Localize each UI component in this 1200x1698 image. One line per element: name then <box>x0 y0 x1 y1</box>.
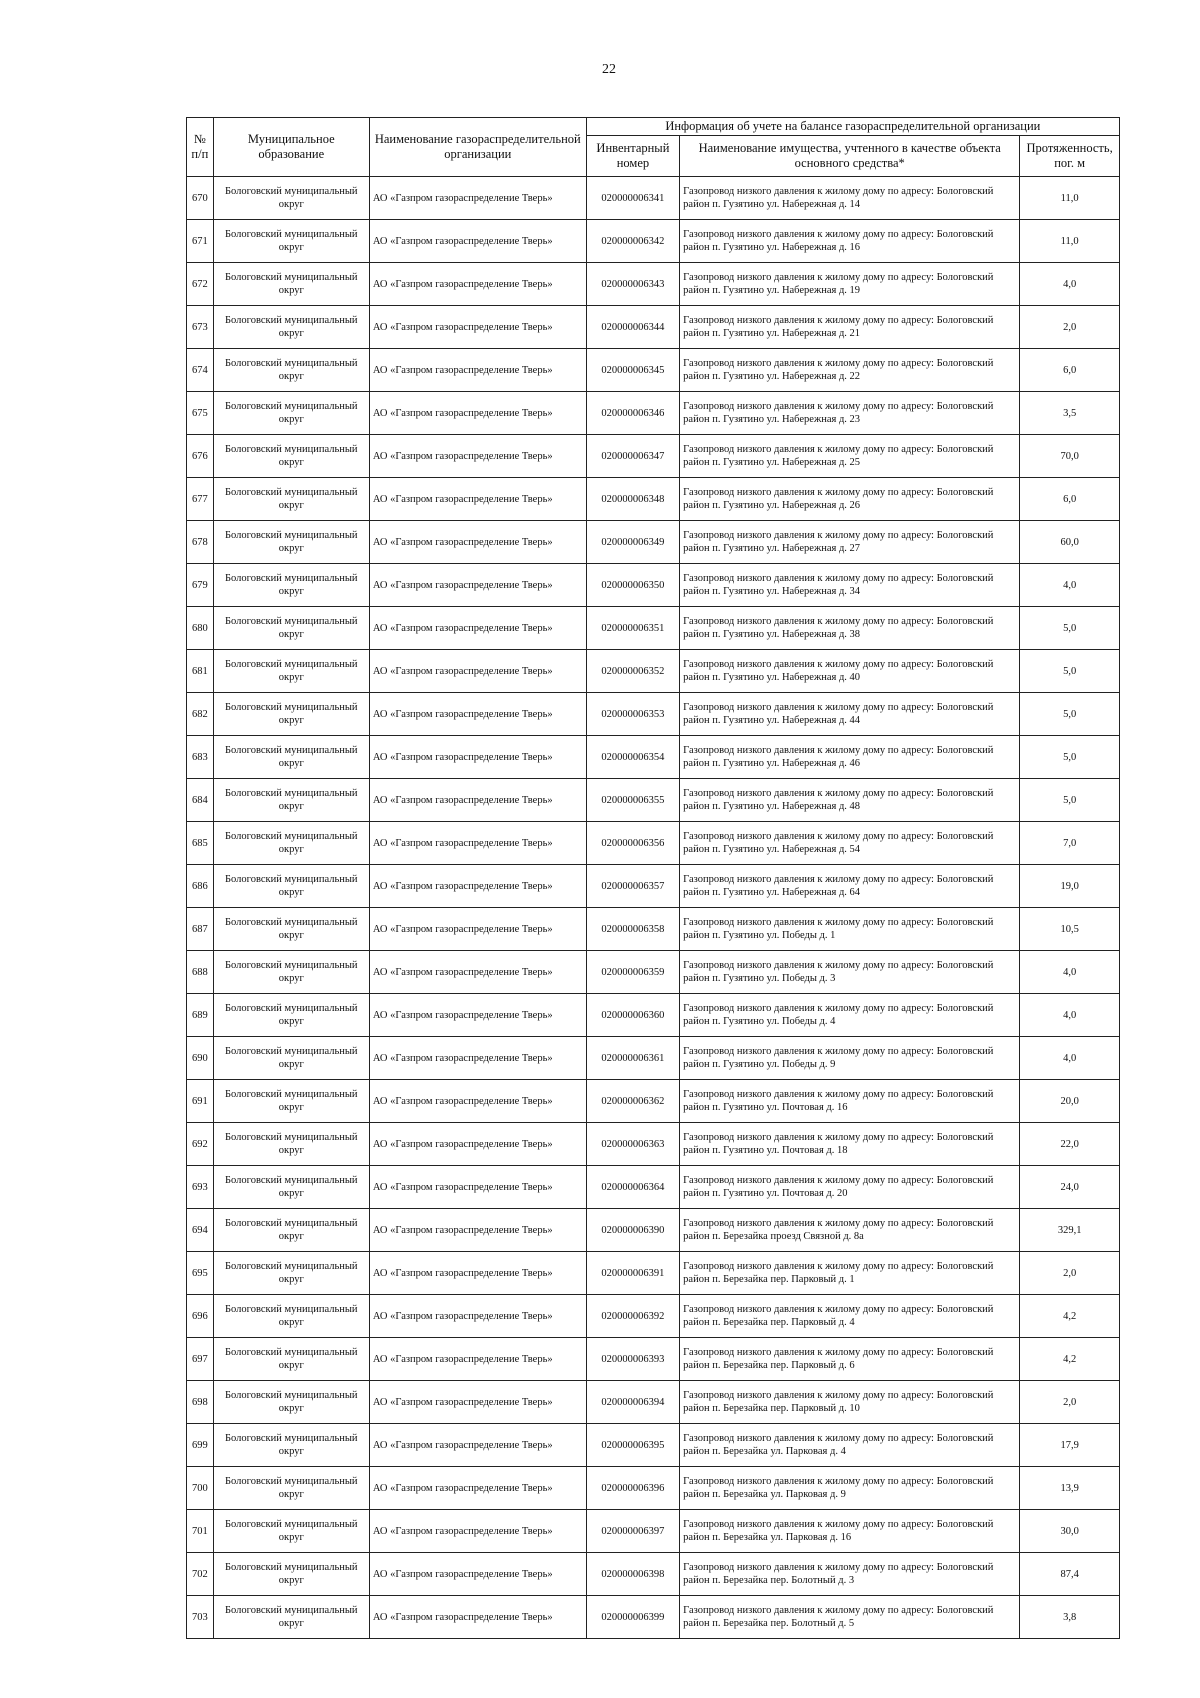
property-name-cell: Газопровод низкого давления к жилому дому по адресу: Бологовский район п. Гузятино ул. Набережная д. 26 <box>680 478 1020 521</box>
row-number: 683 <box>187 736 214 779</box>
row-number: 671 <box>187 220 214 263</box>
header-balance-info: Информация об учете на балансе газораспределительной организации <box>586 118 1119 136</box>
table-row <box>187 736 1120 779</box>
inventory-number-cell: 020000006399 <box>586 1596 680 1639</box>
property-name-cell: Газопровод низкого давления к жилому дому по адресу: Бологовский район п. Гузятино ул. Набережная д. 38 <box>680 607 1020 650</box>
inventory-number-cell: 020000006349 <box>586 521 680 564</box>
inventory-number-cell: 020000006355 <box>586 779 680 822</box>
table-row <box>187 1295 1120 1338</box>
inventory-number-cell: 020000006391 <box>586 1252 680 1295</box>
municipality-cell: Бологовский муниципальный округ <box>213 736 369 779</box>
municipality-cell: Бологовский муниципальный округ <box>213 994 369 1037</box>
inventory-number-cell: 020000006342 <box>586 220 680 263</box>
length-cell: 11,0 <box>1020 177 1120 220</box>
length-cell: 4,0 <box>1020 1037 1120 1080</box>
table-row <box>187 349 1120 392</box>
municipality-cell: Бологовский муниципальный округ <box>213 1252 369 1295</box>
table-row <box>187 994 1120 1037</box>
table-row <box>187 220 1120 263</box>
municipality-cell: Бологовский муниципальный округ <box>213 177 369 220</box>
organization-cell: АО «Газпром газораспределение Тверь» <box>369 650 586 693</box>
inventory-number-cell: 020000006352 <box>586 650 680 693</box>
inventory-number-cell: 020000006350 <box>586 564 680 607</box>
inventory-number-cell: 020000006354 <box>586 736 680 779</box>
row-number: 674 <box>187 349 214 392</box>
property-name-cell: Газопровод низкого давления к жилому дому по адресу: Бологовский район п. Гузятино ул. Набережная д. 46 <box>680 736 1020 779</box>
property-name-cell: Газопровод низкого давления к жилому дому по адресу: Бологовский район п. Гузятино ул. Победы д. 9 <box>680 1037 1020 1080</box>
property-name-cell: Газопровод низкого давления к жилому дому по адресу: Бологовский район п. Гузятино ул. Набережная д. 19 <box>680 263 1020 306</box>
municipality-cell: Бологовский муниципальный округ <box>213 1295 369 1338</box>
organization-cell: АО «Газпром газораспределение Тверь» <box>369 1510 586 1553</box>
length-cell: 13,9 <box>1020 1467 1120 1510</box>
table-row <box>187 478 1120 521</box>
organization-cell: АО «Газпром газораспределение Тверь» <box>369 1252 586 1295</box>
length-cell: 70,0 <box>1020 435 1120 478</box>
table-row <box>187 1209 1120 1252</box>
property-name-cell: Газопровод низкого давления к жилому дому по адресу: Бологовский район п. Гузятино ул. Набережная д. 48 <box>680 779 1020 822</box>
organization-cell: АО «Газпром газораспределение Тверь» <box>369 951 586 994</box>
table-row <box>187 263 1120 306</box>
table-row <box>187 1080 1120 1123</box>
municipality-cell: Бологовский муниципальный округ <box>213 1424 369 1467</box>
organization-cell: АО «Газпром газораспределение Тверь» <box>369 1209 586 1252</box>
gas-pipeline-registry-table <box>186 117 1120 1639</box>
property-name-cell: Газопровод низкого давления к жилому дому по адресу: Бологовский район п. Гузятино ул. Набережная д. 14 <box>680 177 1020 220</box>
length-cell: 2,0 <box>1020 1252 1120 1295</box>
length-cell: 3,5 <box>1020 392 1120 435</box>
table-row <box>187 607 1120 650</box>
inventory-number-cell: 020000006343 <box>586 263 680 306</box>
length-cell: 10,5 <box>1020 908 1120 951</box>
length-cell: 87,4 <box>1020 1553 1120 1596</box>
inventory-number-cell: 020000006361 <box>586 1037 680 1080</box>
row-number: 677 <box>187 478 214 521</box>
row-number: 682 <box>187 693 214 736</box>
property-name-cell: Газопровод низкого давления к жилому дому по адресу: Бологовский район п. Березайка пер. Парковый д. 6 <box>680 1338 1020 1381</box>
property-name-cell: Газопровод низкого давления к жилому дому по адресу: Бологовский район п. Гузятино ул. Победы д. 1 <box>680 908 1020 951</box>
header-inventory: Инвентарный номер <box>586 136 680 177</box>
municipality-cell: Бологовский муниципальный округ <box>213 521 369 564</box>
municipality-cell: Бологовский муниципальный округ <box>213 349 369 392</box>
table-row <box>187 650 1120 693</box>
organization-cell: АО «Газпром газораспределение Тверь» <box>369 1467 586 1510</box>
table-row <box>187 908 1120 951</box>
municipality-cell: Бологовский муниципальный округ <box>213 1553 369 1596</box>
property-name-cell: Газопровод низкого давления к жилому дому по адресу: Бологовский район п. Гузятино ул. Набережная д. 54 <box>680 822 1020 865</box>
table-row <box>187 521 1120 564</box>
table-row <box>187 177 1120 220</box>
table-row <box>187 822 1120 865</box>
row-number: 699 <box>187 1424 214 1467</box>
organization-cell: АО «Газпром газораспределение Тверь» <box>369 349 586 392</box>
inventory-number-cell: 020000006363 <box>586 1123 680 1166</box>
row-number: 702 <box>187 1553 214 1596</box>
municipality-cell: Бологовский муниципальный округ <box>213 908 369 951</box>
organization-cell: АО «Газпром газораспределение Тверь» <box>369 1553 586 1596</box>
organization-cell: АО «Газпром газораспределение Тверь» <box>369 1424 586 1467</box>
inventory-number-cell: 020000006356 <box>586 822 680 865</box>
row-number: 680 <box>187 607 214 650</box>
row-number: 691 <box>187 1080 214 1123</box>
table-row <box>187 1037 1120 1080</box>
inventory-number-cell: 020000006346 <box>586 392 680 435</box>
property-name-cell: Газопровод низкого давления к жилому дому по адресу: Бологовский район п. Березайка проезд Связной д. 8а <box>680 1209 1020 1252</box>
page-number: 22 <box>602 62 616 77</box>
organization-cell: АО «Газпром газораспределение Тверь» <box>369 1596 586 1639</box>
property-name-cell: Газопровод низкого давления к жилому дому по адресу: Бологовский район п. Гузятино ул. Набережная д. 16 <box>680 220 1020 263</box>
table-row <box>187 1166 1120 1209</box>
length-cell: 2,0 <box>1020 306 1120 349</box>
property-name-cell: Газопровод низкого давления к жилому дому по адресу: Бологовский район п. Березайка пер. Болотный д. 5 <box>680 1596 1020 1639</box>
length-cell: 30,0 <box>1020 1510 1120 1553</box>
municipality-cell: Бологовский муниципальный округ <box>213 263 369 306</box>
property-name-cell: Газопровод низкого давления к жилому дому по адресу: Бологовский район п. Березайка пер. Парковый д. 1 <box>680 1252 1020 1295</box>
municipality-cell: Бологовский муниципальный округ <box>213 435 369 478</box>
municipality-cell: Бологовский муниципальный округ <box>213 693 369 736</box>
row-number: 694 <box>187 1209 214 1252</box>
length-cell: 6,0 <box>1020 349 1120 392</box>
property-name-cell: Газопровод низкого давления к жилому дому по адресу: Бологовский район п. Гузятино ул. Набережная д. 44 <box>680 693 1020 736</box>
length-cell: 3,8 <box>1020 1596 1120 1639</box>
row-number: 700 <box>187 1467 214 1510</box>
property-name-cell: Газопровод низкого давления к жилому дому по адресу: Бологовский район п. Гузятино ул. Набережная д. 34 <box>680 564 1020 607</box>
organization-cell: АО «Газпром газораспределение Тверь» <box>369 607 586 650</box>
length-cell: 4,0 <box>1020 564 1120 607</box>
inventory-number-cell: 020000006397 <box>586 1510 680 1553</box>
length-cell: 24,0 <box>1020 1166 1120 1209</box>
length-cell: 4,2 <box>1020 1295 1120 1338</box>
row-number: 697 <box>187 1338 214 1381</box>
property-name-cell: Газопровод низкого давления к жилому дому по адресу: Бологовский район п. Гузятино ул. Набережная д. 27 <box>680 521 1020 564</box>
organization-cell: АО «Газпром газораспределение Тверь» <box>369 1295 586 1338</box>
table-row <box>187 693 1120 736</box>
table-row <box>187 1596 1120 1639</box>
inventory-number-cell: 020000006359 <box>586 951 680 994</box>
municipality-cell: Бологовский муниципальный округ <box>213 822 369 865</box>
length-cell: 5,0 <box>1020 607 1120 650</box>
municipality-cell: Бологовский муниципальный округ <box>213 1123 369 1166</box>
organization-cell: АО «Газпром газораспределение Тверь» <box>369 478 586 521</box>
table-row <box>187 1553 1120 1596</box>
table-row <box>187 306 1120 349</box>
header-num: № п/п <box>187 118 214 177</box>
length-cell: 11,0 <box>1020 220 1120 263</box>
municipality-cell: Бологовский муниципальный округ <box>213 1381 369 1424</box>
table-row <box>187 951 1120 994</box>
length-cell: 4,0 <box>1020 263 1120 306</box>
row-number: 698 <box>187 1381 214 1424</box>
length-cell: 5,0 <box>1020 736 1120 779</box>
table-row <box>187 1123 1120 1166</box>
organization-cell: АО «Газпром газораспределение Тверь» <box>369 1338 586 1381</box>
table-row <box>187 779 1120 822</box>
municipality-cell: Бологовский муниципальный округ <box>213 306 369 349</box>
row-number: 701 <box>187 1510 214 1553</box>
row-number: 686 <box>187 865 214 908</box>
municipality-cell: Бологовский муниципальный округ <box>213 650 369 693</box>
municipality-cell: Бологовский муниципальный округ <box>213 1467 369 1510</box>
row-number: 678 <box>187 521 214 564</box>
header-organization: Наименование газораспределительной организации <box>369 118 586 177</box>
inventory-number-cell: 020000006396 <box>586 1467 680 1510</box>
row-number: 675 <box>187 392 214 435</box>
header-property-name: Наименование имущества, учтенного в качестве объекта основного средства* <box>680 136 1020 177</box>
organization-cell: АО «Газпром газораспределение Тверь» <box>369 263 586 306</box>
property-name-cell: Газопровод низкого давления к жилому дому по адресу: Бологовский район п. Березайка пер. Болотный д. 3 <box>680 1553 1020 1596</box>
length-cell: 20,0 <box>1020 1080 1120 1123</box>
row-number: 672 <box>187 263 214 306</box>
property-name-cell: Газопровод низкого давления к жилому дому по адресу: Бологовский район п. Гузятино ул. Набережная д. 64 <box>680 865 1020 908</box>
row-number: 687 <box>187 908 214 951</box>
table-row <box>187 1252 1120 1295</box>
organization-cell: АО «Газпром газораспределение Тверь» <box>369 736 586 779</box>
organization-cell: АО «Газпром газораспределение Тверь» <box>369 908 586 951</box>
organization-cell: АО «Газпром газораспределение Тверь» <box>369 1381 586 1424</box>
organization-cell: АО «Газпром газораспределение Тверь» <box>369 1166 586 1209</box>
organization-cell: АО «Газпром газораспределение Тверь» <box>369 693 586 736</box>
municipality-cell: Бологовский муниципальный округ <box>213 865 369 908</box>
organization-cell: АО «Газпром газораспределение Тверь» <box>369 564 586 607</box>
length-cell: 5,0 <box>1020 650 1120 693</box>
inventory-number-cell: 020000006357 <box>586 865 680 908</box>
row-number: 685 <box>187 822 214 865</box>
header-length: Протяженность, пог. м <box>1020 136 1120 177</box>
inventory-number-cell: 020000006390 <box>586 1209 680 1252</box>
inventory-number-cell: 020000006364 <box>586 1166 680 1209</box>
organization-cell: АО «Газпром газораспределение Тверь» <box>369 392 586 435</box>
inventory-number-cell: 020000006393 <box>586 1338 680 1381</box>
table-row <box>187 392 1120 435</box>
row-number: 688 <box>187 951 214 994</box>
property-name-cell: Газопровод низкого давления к жилому дому по адресу: Бологовский район п. Березайка пер. Парковый д. 4 <box>680 1295 1020 1338</box>
property-name-cell: Газопровод низкого давления к жилому дому по адресу: Бологовский район п. Гузятино ул. Почтовая д. 16 <box>680 1080 1020 1123</box>
property-name-cell: Газопровод низкого давления к жилому дому по адресу: Бологовский район п. Гузятино ул. Набережная д. 40 <box>680 650 1020 693</box>
inventory-number-cell: 020000006395 <box>586 1424 680 1467</box>
row-number: 673 <box>187 306 214 349</box>
table-row <box>187 1467 1120 1510</box>
row-number: 703 <box>187 1596 214 1639</box>
inventory-number-cell: 020000006398 <box>586 1553 680 1596</box>
inventory-number-cell: 020000006347 <box>586 435 680 478</box>
inventory-number-cell: 020000006351 <box>586 607 680 650</box>
inventory-number-cell: 020000006341 <box>586 177 680 220</box>
municipality-cell: Бологовский муниципальный округ <box>213 607 369 650</box>
municipality-cell: Бологовский муниципальный округ <box>213 1037 369 1080</box>
table-row <box>187 1424 1120 1467</box>
row-number: 684 <box>187 779 214 822</box>
property-name-cell: Газопровод низкого давления к жилому дому по адресу: Бологовский район п. Березайка ул. Парковая д. 4 <box>680 1424 1020 1467</box>
municipality-cell: Бологовский муниципальный округ <box>213 779 369 822</box>
row-number: 695 <box>187 1252 214 1295</box>
row-number: 670 <box>187 177 214 220</box>
row-number: 693 <box>187 1166 214 1209</box>
row-number: 681 <box>187 650 214 693</box>
length-cell: 2,0 <box>1020 1381 1120 1424</box>
organization-cell: АО «Газпром газораспределение Тверь» <box>369 177 586 220</box>
municipality-cell: Бологовский муниципальный округ <box>213 564 369 607</box>
municipality-cell: Бологовский муниципальный округ <box>213 1510 369 1553</box>
length-cell: 5,0 <box>1020 779 1120 822</box>
property-name-cell: Газопровод низкого давления к жилому дому по адресу: Бологовский район п. Гузятино ул. Набережная д. 23 <box>680 392 1020 435</box>
municipality-cell: Бологовский муниципальный округ <box>213 1080 369 1123</box>
inventory-number-cell: 020000006348 <box>586 478 680 521</box>
municipality-cell: Бологовский муниципальный округ <box>213 1166 369 1209</box>
property-name-cell: Газопровод низкого давления к жилому дому по адресу: Бологовский район п. Березайка ул. Парковая д. 16 <box>680 1510 1020 1553</box>
organization-cell: АО «Газпром газораспределение Тверь» <box>369 1080 586 1123</box>
length-cell: 5,0 <box>1020 693 1120 736</box>
property-name-cell: Газопровод низкого давления к жилому дому по адресу: Бологовский район п. Березайка пер. Парковый д. 10 <box>680 1381 1020 1424</box>
municipality-cell: Бологовский муниципальный округ <box>213 478 369 521</box>
inventory-number-cell: 020000006360 <box>586 994 680 1037</box>
length-cell: 329,1 <box>1020 1209 1120 1252</box>
organization-cell: АО «Газпром газораспределение Тверь» <box>369 306 586 349</box>
inventory-number-cell: 020000006358 <box>586 908 680 951</box>
municipality-cell: Бологовский муниципальный округ <box>213 1209 369 1252</box>
header-municipality: Муниципальное образование <box>213 118 369 177</box>
property-name-cell: Газопровод низкого давления к жилому дому по адресу: Бологовский район п. Гузятино ул. Почтовая д. 18 <box>680 1123 1020 1166</box>
inventory-number-cell: 020000006362 <box>586 1080 680 1123</box>
row-number: 676 <box>187 435 214 478</box>
inventory-number-cell: 020000006394 <box>586 1381 680 1424</box>
property-name-cell: Газопровод низкого давления к жилому дому по адресу: Бологовский район п. Гузятино ул. Победы д. 4 <box>680 994 1020 1037</box>
row-number: 690 <box>187 1037 214 1080</box>
inventory-number-cell: 020000006345 <box>586 349 680 392</box>
table-row <box>187 865 1120 908</box>
organization-cell: АО «Газпром газораспределение Тверь» <box>369 435 586 478</box>
table-row <box>187 435 1120 478</box>
table-row <box>187 564 1120 607</box>
length-cell: 22,0 <box>1020 1123 1120 1166</box>
property-name-cell: Газопровод низкого давления к жилому дому по адресу: Бологовский район п. Гузятино ул. Набережная д. 25 <box>680 435 1020 478</box>
organization-cell: АО «Газпром газораспределение Тверь» <box>369 1123 586 1166</box>
organization-cell: АО «Газпром газораспределение Тверь» <box>369 521 586 564</box>
table-row <box>187 1510 1120 1553</box>
length-cell: 4,2 <box>1020 1338 1120 1381</box>
organization-cell: АО «Газпром газораспределение Тверь» <box>369 865 586 908</box>
length-cell: 19,0 <box>1020 865 1120 908</box>
length-cell: 60,0 <box>1020 521 1120 564</box>
property-name-cell: Газопровод низкого давления к жилому дому по адресу: Бологовский район п. Березайка ул. Парковая д. 9 <box>680 1467 1020 1510</box>
inventory-number-cell: 020000006392 <box>586 1295 680 1338</box>
row-number: 696 <box>187 1295 214 1338</box>
organization-cell: АО «Газпром газораспределение Тверь» <box>369 220 586 263</box>
inventory-number-cell: 020000006353 <box>586 693 680 736</box>
municipality-cell: Бологовский муниципальный округ <box>213 220 369 263</box>
table-row <box>187 1338 1120 1381</box>
organization-cell: АО «Газпром газораспределение Тверь» <box>369 1037 586 1080</box>
row-number: 692 <box>187 1123 214 1166</box>
municipality-cell: Бологовский муниципальный округ <box>213 392 369 435</box>
row-number: 689 <box>187 994 214 1037</box>
organization-cell: АО «Газпром газораспределение Тверь» <box>369 994 586 1037</box>
organization-cell: АО «Газпром газораспределение Тверь» <box>369 822 586 865</box>
row-number: 679 <box>187 564 214 607</box>
length-cell: 6,0 <box>1020 478 1120 521</box>
length-cell: 4,0 <box>1020 951 1120 994</box>
municipality-cell: Бологовский муниципальный округ <box>213 951 369 994</box>
length-cell: 7,0 <box>1020 822 1120 865</box>
municipality-cell: Бологовский муниципальный округ <box>213 1338 369 1381</box>
municipality-cell: Бологовский муниципальный округ <box>213 1596 369 1639</box>
property-name-cell: Газопровод низкого давления к жилому дому по адресу: Бологовский район п. Гузятино ул. Почтовая д. 20 <box>680 1166 1020 1209</box>
inventory-number-cell: 020000006344 <box>586 306 680 349</box>
property-name-cell: Газопровод низкого давления к жилому дому по адресу: Бологовский район п. Гузятино ул. Набережная д. 22 <box>680 349 1020 392</box>
table-body <box>187 177 1120 1639</box>
length-cell: 17,9 <box>1020 1424 1120 1467</box>
property-name-cell: Газопровод низкого давления к жилому дому по адресу: Бологовский район п. Гузятино ул. Победы д. 3 <box>680 951 1020 994</box>
length-cell: 4,0 <box>1020 994 1120 1037</box>
property-name-cell: Газопровод низкого давления к жилому дому по адресу: Бологовский район п. Гузятино ул. Набережная д. 21 <box>680 306 1020 349</box>
table-row <box>187 1381 1120 1424</box>
organization-cell: АО «Газпром газораспределение Тверь» <box>369 779 586 822</box>
